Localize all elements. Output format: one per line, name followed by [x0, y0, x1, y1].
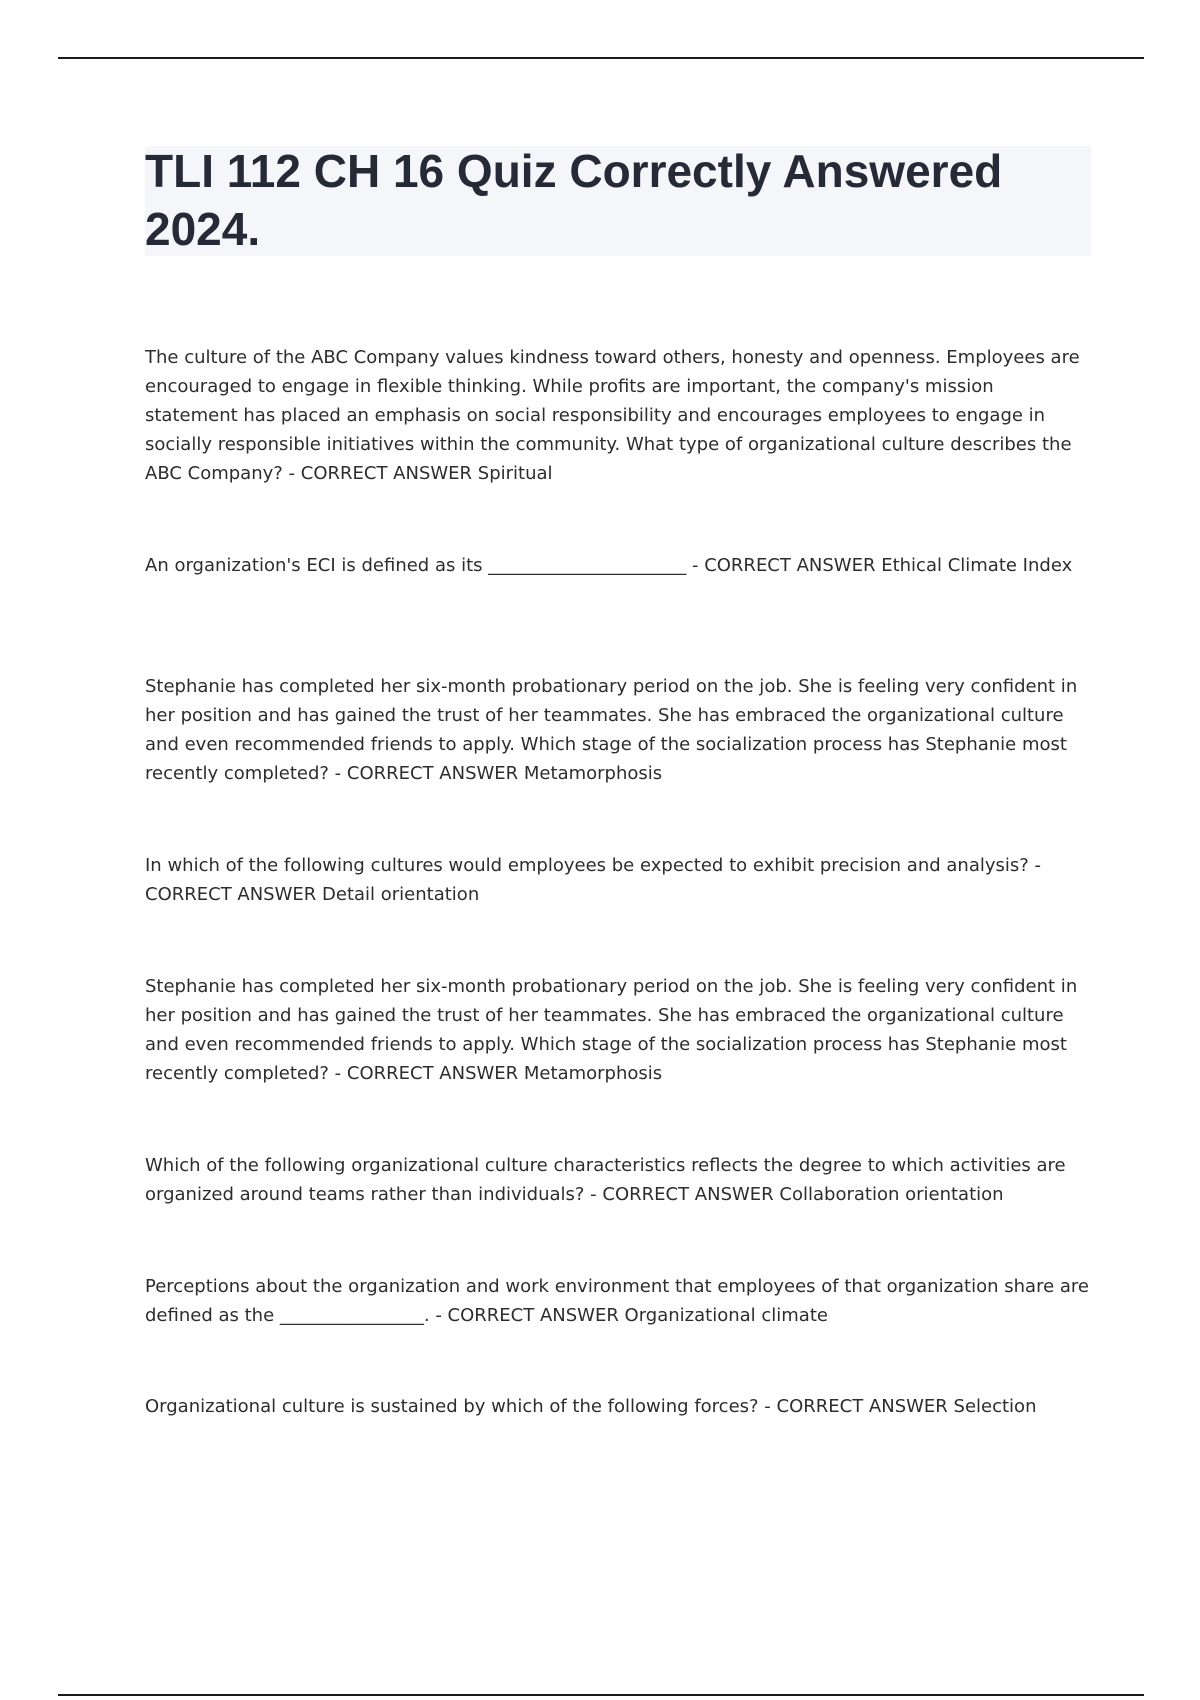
answer-separator: - CORRECT ANSWER [758, 1396, 954, 1417]
answer-text: Detail orientation [322, 884, 480, 905]
answer-separator: - CORRECT ANSWER [145, 855, 1042, 905]
qa-entry-4 [145, 851, 1090, 909]
answer-separator: - CORRECT ANSWER [429, 1305, 625, 1326]
answer-separator: - CORRECT ANSWER [282, 463, 478, 484]
question-text: An organization's ECI is defined as its ______________________ [145, 555, 687, 576]
question-text: Stephanie has completed her six-month probationary period on the job. She is feeling very confident in her position and has gained the trust of her teammates. She has embraced the organizational culture and even recommended friends to apply. Which stage of the socialization process has Stephanie most recently completed? [145, 976, 1078, 1084]
qa-entry-1 [145, 343, 1090, 488]
qa-entry-7 [145, 1272, 1090, 1330]
top-rule [58, 57, 1144, 59]
answer-text: Spiritual [477, 463, 553, 484]
answer-separator: - CORRECT ANSWER [328, 763, 524, 784]
qa-entry-6 [145, 1151, 1090, 1209]
question-text: Perceptions about the organization and work environment that employees of that organization share are defined as the ________________. [145, 1276, 1089, 1326]
answer-separator: - CORRECT ANSWER [584, 1184, 780, 1205]
question-text: In which of the following cultures would employees be expected to exhibit precision and analysis? [145, 855, 1029, 876]
answer-text: Organizational climate [624, 1305, 828, 1326]
answer-text: Metamorphosis [523, 763, 663, 784]
answer-text: Metamorphosis [523, 1063, 663, 1084]
qa-entry-3 [145, 672, 1090, 788]
answer-text: Ethical Climate Index [881, 555, 1073, 576]
question-text: Which of the following organizational culture characteristics reflects the degree to which activities are organized around teams rather than individuals? [145, 1155, 1066, 1205]
answer-separator: - CORRECT ANSWER [328, 1063, 524, 1084]
answer-separator: - CORRECT ANSWER [686, 555, 882, 576]
question-text: Stephanie has completed her six-month probationary period on the job. She is feeling very confident in her position and has gained the trust of her teammates. She has embraced the organizational culture and even recommended friends to apply. Which stage of the socialization process has Stephanie most recently completed? [145, 676, 1078, 784]
answer-text: Selection [953, 1396, 1037, 1417]
question-text: The culture of the ABC Company values kindness toward others, honesty and openness. Employees are encouraged to engage in flexible thinking. While profits are important, the company's mission statement has placed an emphasis on social responsibility and encourages employees to engage in socially responsible initiatives within the community. What type of organizational culture describes the ABC Company? [145, 347, 1080, 484]
qa-entry-8 [145, 1392, 1090, 1421]
question-text: Organizational culture is sustained by which of the following forces? [145, 1396, 759, 1417]
bottom-rule [58, 1694, 1144, 1696]
qa-entry-5 [145, 972, 1090, 1088]
document-title: TLI 112 CH 16 Quiz Correctly Answered 2024. [145, 145, 1003, 255]
answer-text: Collaboration orientation [779, 1184, 1004, 1205]
qa-entry-2 [145, 551, 1090, 580]
